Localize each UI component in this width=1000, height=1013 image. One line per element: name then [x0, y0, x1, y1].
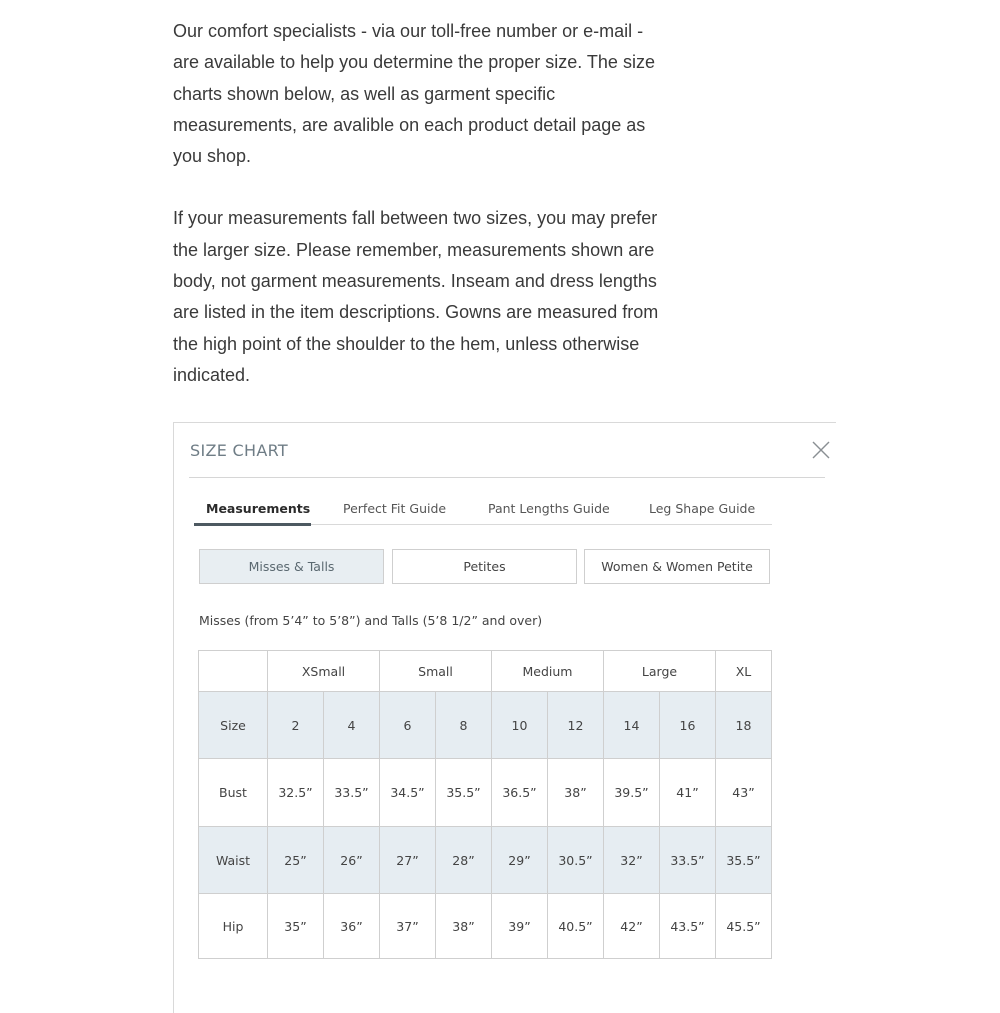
group-header: Medium — [492, 651, 604, 692]
group-header: XSmall — [268, 651, 380, 692]
table-cell: 8 — [436, 692, 492, 759]
segment-misses-talls[interactable]: Misses & Talls — [199, 549, 384, 584]
table-cell: 26” — [324, 827, 380, 894]
table-cell: 29” — [492, 827, 548, 894]
table-cell: 41” — [660, 759, 716, 827]
table-row — [199, 759, 772, 827]
table-cell: 35.5” — [436, 759, 492, 827]
table-cell: 28” — [436, 827, 492, 894]
row-label: Hip — [199, 894, 268, 959]
group-header: Large — [604, 651, 716, 692]
table-cell: 39.5” — [604, 759, 660, 827]
table-cell: 25” — [268, 827, 324, 894]
tab-pant-lengths-guide[interactable]: Pant Lengths Guide — [488, 501, 610, 516]
table-cell: 33.5” — [324, 759, 380, 827]
table-cell: 40.5” — [548, 894, 604, 959]
table-cell: 33.5” — [660, 827, 716, 894]
modal-title: SIZE CHART — [190, 441, 288, 460]
segment-petites[interactable]: Petites — [392, 549, 577, 584]
table-cell: 35” — [268, 894, 324, 959]
table-row — [199, 894, 772, 959]
table-cell: 32” — [604, 827, 660, 894]
table-cell: 30.5” — [548, 827, 604, 894]
table-cell: 42” — [604, 894, 660, 959]
table-cell: 18 — [716, 692, 772, 759]
intro-text — [173, 16, 673, 391]
table-cell: 43” — [716, 759, 772, 827]
table-cell: 2 — [268, 692, 324, 759]
close-icon[interactable] — [810, 439, 832, 461]
group-header: Small — [380, 651, 492, 692]
tab-measurements[interactable]: Measurements — [206, 501, 311, 516]
table-cell: 34.5” — [380, 759, 436, 827]
table-cell: 32.5” — [268, 759, 324, 827]
table-cell: 38” — [436, 894, 492, 959]
row-label: Bust — [199, 759, 268, 827]
row-label: Size — [199, 692, 268, 759]
chart-subtitle: Misses (from 5’4” to 5’8”) and Talls (5’8 1/2” and over) — [199, 613, 543, 628]
size-chart-modal — [173, 422, 836, 1013]
table-cell: 39” — [492, 894, 548, 959]
size-table — [198, 650, 772, 959]
table-cell: 27” — [380, 827, 436, 894]
table-header-row — [199, 651, 772, 692]
table-cell: 14 — [604, 692, 660, 759]
intro-paragraph-1: Our comfort specialists - via our toll-free number or e-mail - are available to help you determine the proper size. The size charts shown below, as well as garment specific measurements, are avalible on each product detail page as you shop. — [173, 21, 655, 167]
tab-perfect-fit-guide[interactable]: Perfect Fit Guide — [343, 501, 447, 516]
table-cell: 35.5” — [716, 827, 772, 894]
tab-leg-shape-guide[interactable]: Leg Shape Guide — [649, 501, 756, 516]
table-cell: 12 — [548, 692, 604, 759]
group-header: XL — [716, 651, 772, 692]
table-row — [199, 692, 772, 759]
table-cell: 38” — [548, 759, 604, 827]
table-corner-cell — [199, 651, 268, 692]
row-label: Waist — [199, 827, 268, 894]
table-cell: 36” — [324, 894, 380, 959]
table-cell: 4 — [324, 692, 380, 759]
table-cell: 6 — [380, 692, 436, 759]
active-tab-indicator — [194, 523, 311, 526]
segment-women-petite[interactable]: Women & Women Petite — [584, 549, 770, 584]
table-cell: 43.5” — [660, 894, 716, 959]
table-row — [199, 827, 772, 894]
table-cell: 10 — [492, 692, 548, 759]
title-divider — [189, 477, 825, 478]
table-cell: 16 — [660, 692, 716, 759]
table-cell: 36.5” — [492, 759, 548, 827]
table-cell: 45.5” — [716, 894, 772, 959]
table-cell: 37” — [380, 894, 436, 959]
intro-paragraph-2: If your measurements fall between two sizes, you may prefer the larger size. Please remember, measurements shown are body, not garment measurements. Inseam and dress lengths are listed in the item descriptions. Gowns are measured from the high point of the shoulder to the hem, unless otherwise indicated. — [173, 208, 659, 385]
